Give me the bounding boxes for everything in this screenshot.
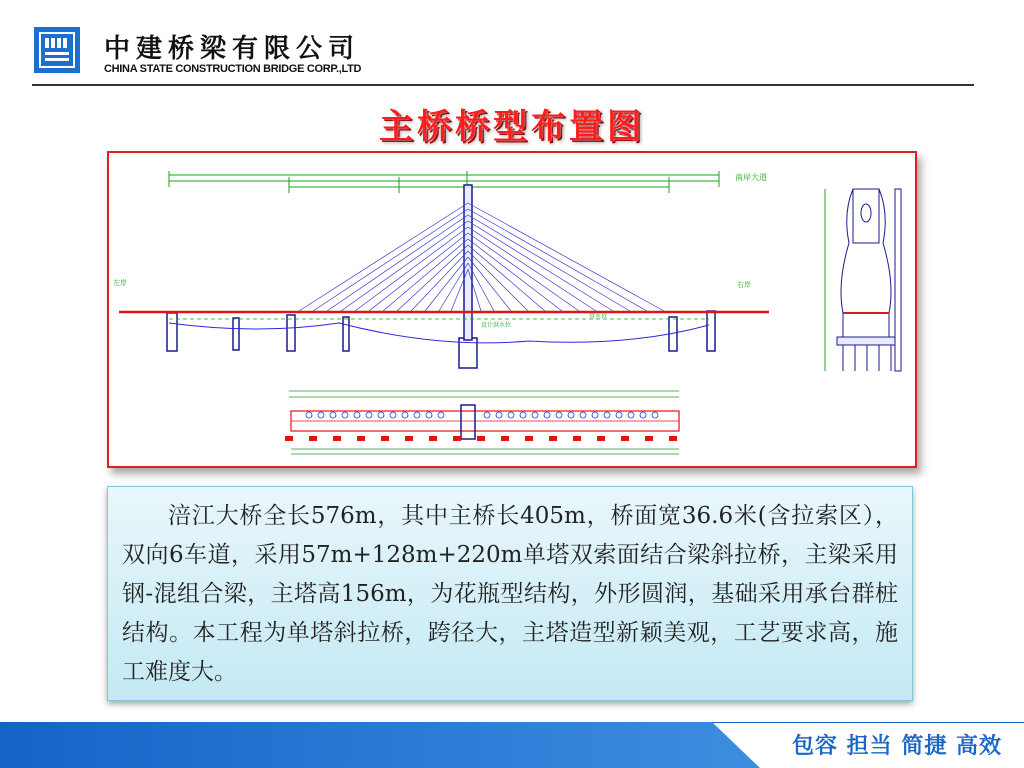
dimension-lines: [169, 171, 719, 193]
bridge-layout-drawing: [107, 151, 917, 468]
company-name-en: CHINA STATE CONSTRUCTION BRIDGE CORP.,LTD: [104, 63, 362, 75]
label-left-bank: 左岸: [113, 279, 127, 287]
bridge-description: 涪江大桥全长576m，其中主桥长405m，桥面宽36.6米(含拉索区），双向6车道，采用57m+128m+220m单塔双索面结合梁斜拉桥，主梁采用钢-混组合梁，主塔高156m，为花瓶型结构，外形圆润，基础采用承台群桩结构。本工程为单塔斜拉桥，跨径大，主塔造型新颖美观，工艺要求高，施工难度大。: [122, 503, 898, 685]
description-box: [107, 486, 913, 701]
header-divider: [32, 84, 974, 86]
pylon: [464, 185, 472, 340]
label-flood-level: 设计洪水位: [481, 322, 512, 329]
bridge-drawing-svg: [109, 153, 915, 466]
label-right-bank: 右岸: [737, 281, 751, 289]
company-name-cn: 中建桥梁有限公司: [104, 34, 361, 64]
stay-cables: [299, 203, 664, 311]
plan-view: [289, 391, 679, 454]
riverbed-line: [169, 323, 709, 343]
cscec-logo-icon: [37, 30, 77, 70]
slide-title: 主桥桥型布置图: [379, 107, 645, 147]
company-slogan: 包容 担当 简捷 高效: [792, 734, 1002, 759]
label-low-water: 常水位: [589, 313, 608, 320]
company-logo: [34, 27, 80, 73]
plan-cable-anchors: [306, 412, 658, 418]
pylon-side-elevation: [825, 189, 901, 371]
plan-lower-marks: [285, 436, 677, 441]
label-south-avenue: 南岸大道: [735, 173, 767, 182]
slide-title-wrap: [0, 97, 1024, 150]
